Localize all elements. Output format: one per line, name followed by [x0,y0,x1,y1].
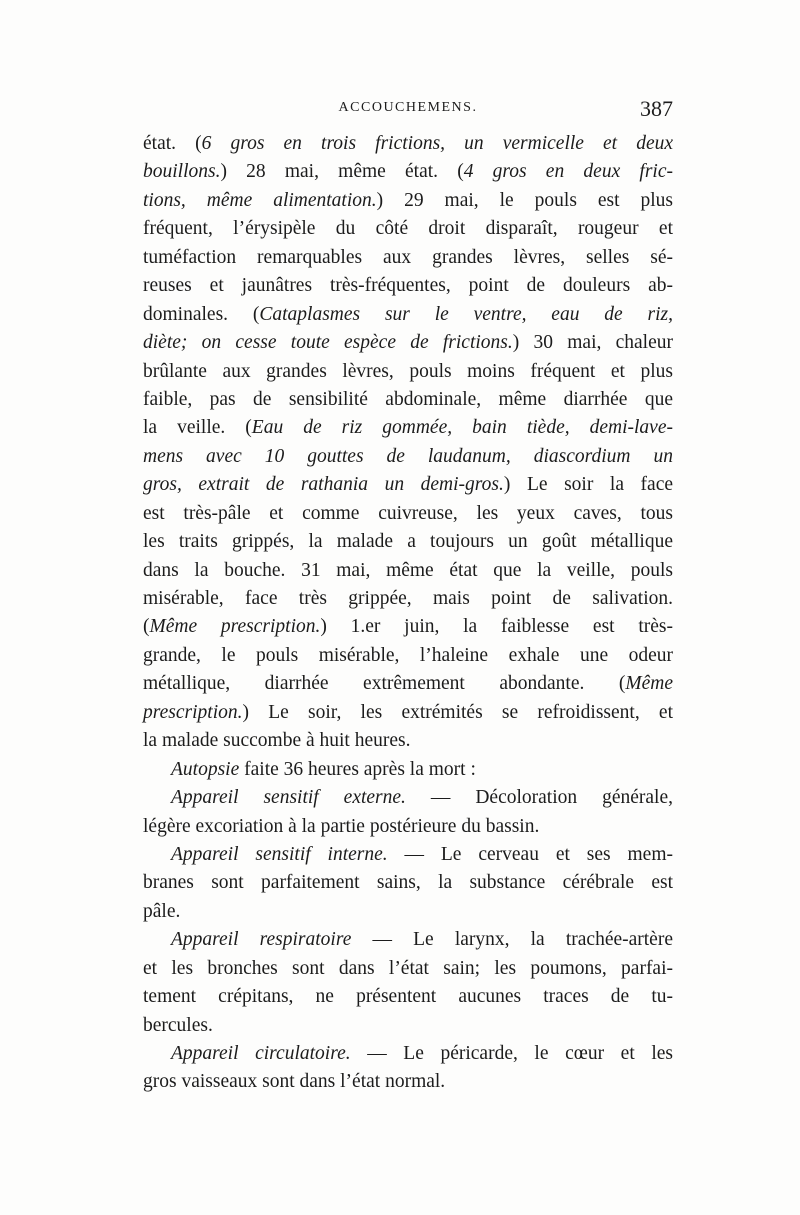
text-segment: les traits grippés, la malade a toujours un goût métallique [143,531,673,553]
text-segment: reuses et jaunâtres très-fréquentes, point de douleurs ab- [143,275,673,297]
italic-text-segment: Appareil respiratoire [171,929,352,951]
text-line [143,187,673,215]
italic-text-segment: Même [625,673,673,695]
text-segment: la veille. ( [143,417,252,439]
text-line [143,727,673,755]
text-line [143,301,673,329]
text-segment: pâle. [143,900,181,922]
text-line [143,784,673,812]
text-segment: dominales. ( [143,303,260,325]
text-line [143,215,673,243]
text-line [143,272,673,300]
italic-text-segment: mens avec 10 gouttes de laudanum, diascordium un [143,445,673,467]
text-segment: tement crépitans, ne présentent aucunes traces de tu- [143,986,673,1008]
text-line [143,898,673,926]
italic-text-segment: gros, extrait de rathania un demi-gros. [143,474,504,496]
italic-text-segment: 4 gros en deux fric- [463,161,673,183]
text-line [143,557,673,585]
text-line [143,528,673,556]
text-segment: — Le péricarde, le cœur et les [350,1043,673,1064]
text-line [143,983,673,1011]
text-line [143,329,673,357]
text-line [143,158,673,186]
text-segment: misérable, face très grippée, mais point de salivation. [143,588,673,609]
italic-text-segment: prescription. [143,701,243,723]
text-line [143,500,673,528]
text-segment: ( [143,616,150,638]
italic-text-segment: diète; on cesse toute espèce de frictions. [143,332,513,354]
italic-text-segment: Même prescription. [149,616,321,638]
text-line [143,244,673,272]
text-line [143,386,673,414]
text-line [143,926,673,954]
text-line [143,955,673,983]
text-segment: grande, le pouls misérable, l’haleine exhale une odeur [143,644,673,666]
italic-text-segment: bouillons. [143,161,221,183]
italic-text-segment: Appareil sensitif externe. [171,787,406,809]
running-title: ACCOUCHEMENS. [338,100,478,115]
text-line [143,813,673,841]
text-line [143,1068,673,1096]
text-line [143,756,673,784]
italic-text-segment: Eau de riz gommée, bain tiède, demi-lave- [251,417,673,439]
text-segment: et les bronches sont dans l’état sain; les poumons, parfai- [143,957,673,979]
text-segment: — Le cerveau et ses mem- [387,843,673,865]
text-segment: la malade succombe à huit heures. [143,730,411,752]
text-segment: ) 1.er juin, la faiblesse est très- [320,616,673,638]
text-segment: branes sont parfaitement sains, la substance cérébrale est [143,872,673,894]
text-line [143,130,673,158]
body-text [143,130,673,1097]
text-segment: légère excoriation à la partie postérieure du bassin. [143,815,540,837]
text-segment: ) 29 mai, le pouls est plus [376,189,673,211]
text-segment: brûlante aux grandes lèvres, pouls moins fréquent et plus [143,360,673,382]
text-segment: — Le larynx, la trachée-artère [351,929,673,951]
text-line [143,613,673,641]
text-segment: faible, pas de sensibilité abdominale, même diarrhée que [143,388,673,410]
text-line [143,642,673,670]
italic-text-segment: tions, même alimentation. [143,189,377,211]
text-segment: — Décoloration générale, [405,787,673,809]
text-line [143,585,673,613]
text-segment: état. ( [143,133,202,154]
text-line [143,443,673,471]
text-segment: ) 28 mai, même état. ( [220,161,464,183]
italic-text-segment: Appareil circulatoire. [171,1043,351,1064]
page-number: 387 [640,96,673,121]
italic-text-segment: Cataplasmes sur le ventre, eau de riz, [259,303,673,325]
text-segment: métallique, diarrhée extrêmement abondante. ( [143,673,626,695]
text-line [143,869,673,897]
text-segment: fréquent, l’érysipèle du côté droit disparaît, rougeur et [143,218,673,240]
text-line [143,841,673,869]
text-line [143,471,673,499]
text-line [143,670,673,698]
text-line [143,1040,673,1068]
italic-text-segment: Autopsie [171,758,240,780]
text-segment: ) Le soir, les extrémités se refroidissent, et [242,701,673,723]
running-head [143,96,673,126]
text-segment: faite 36 heures après la mort : [239,758,476,780]
text-segment: bercules. [143,1014,213,1036]
text-line [143,414,673,442]
text-segment: dans la bouche. 31 mai, même état que la veille, pouls [143,559,673,581]
text-segment: gros vaisseaux sont dans l’état normal. [143,1071,446,1093]
text-line [143,358,673,386]
text-line [143,699,673,727]
text-line [143,1012,673,1040]
text-segment: ) 30 mai, chaleur [512,332,673,354]
text-segment: est très-pâle et comme cuivreuse, les yeux caves, tous [143,502,673,524]
italic-text-segment: Appareil sensitif interne. [171,843,388,865]
italic-text-segment: 6 gros en trois frictions, un vermicelle et deux [201,133,674,154]
text-segment: ) Le soir la face [503,474,674,496]
text-segment: tuméfaction remarquables aux grandes lèvres, selles sé- [143,246,673,268]
